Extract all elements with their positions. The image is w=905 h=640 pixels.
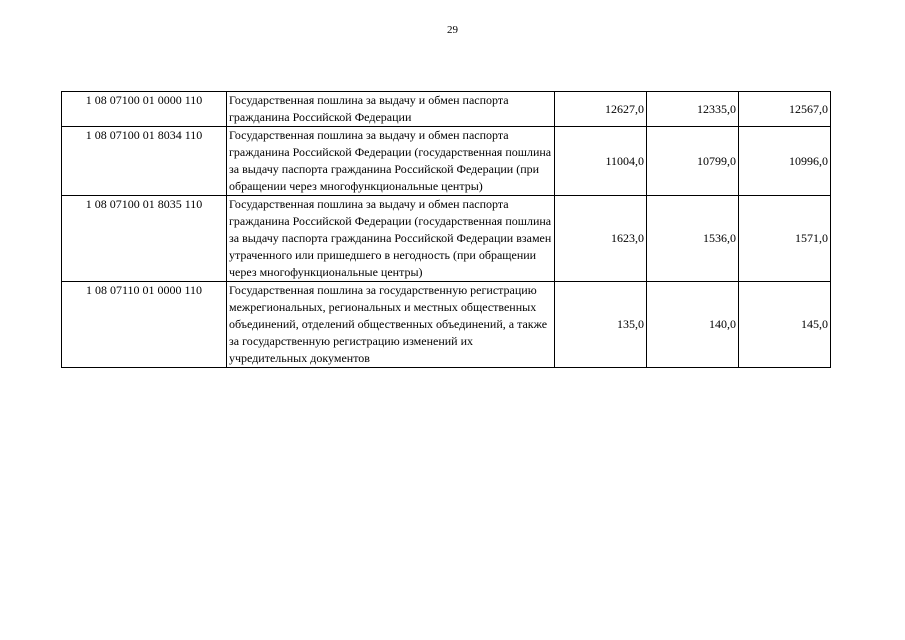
value-cell-year-3: 145,0	[739, 282, 831, 368]
budget-code-cell: 1 08 07100 01 0000 110	[62, 92, 227, 127]
budget-code-cell: 1 08 07100 01 8035 110	[62, 196, 227, 282]
value-cell-year-1: 12627,0	[555, 92, 647, 127]
value-cell-year-3: 12567,0	[739, 92, 831, 127]
table-row	[62, 127, 831, 196]
table-row	[62, 196, 831, 282]
description-cell: Государственная пошлина за выдачу и обмен паспорта гражданина Российской Федерации (государственная пошлина за выдачу паспорта гражданина Российской Федерации (при обращении через многофункциональные центры)	[227, 127, 555, 196]
value-cell-year-1: 1623,0	[555, 196, 647, 282]
value-cell-year-1: 135,0	[555, 282, 647, 368]
value-cell-year-2: 1536,0	[647, 196, 739, 282]
value-cell-year-2: 10799,0	[647, 127, 739, 196]
page-number: 29	[447, 24, 458, 36]
revenue-table	[61, 91, 831, 368]
value-cell-year-3: 1571,0	[739, 196, 831, 282]
table-row	[62, 282, 831, 368]
value-cell-year-2: 140,0	[647, 282, 739, 368]
value-cell-year-2: 12335,0	[647, 92, 739, 127]
description-cell: Государственная пошлина за государственную регистрацию межрегиональных, региональных и местных общественных объединений, отделений общественных объединений, а также за государственную регистрацию изменений их учредительных документов	[227, 282, 555, 368]
value-cell-year-1: 11004,0	[555, 127, 647, 196]
value-cell-year-3: 10996,0	[739, 127, 831, 196]
description-cell: Государственная пошлина за выдачу и обмен паспорта гражданина Российской Федерации	[227, 92, 555, 127]
budget-code-cell: 1 08 07100 01 8034 110	[62, 127, 227, 196]
table-row	[62, 92, 831, 127]
description-cell: Государственная пошлина за выдачу и обмен паспорта гражданина Российской Федерации (государственная пошлина за выдачу паспорта гражданина Российской Федерации взамен утраченного или пришедшего в негодность (при обращении через многофункциональные центры)	[227, 196, 555, 282]
budget-code-cell: 1 08 07110 01 0000 110	[62, 282, 227, 368]
